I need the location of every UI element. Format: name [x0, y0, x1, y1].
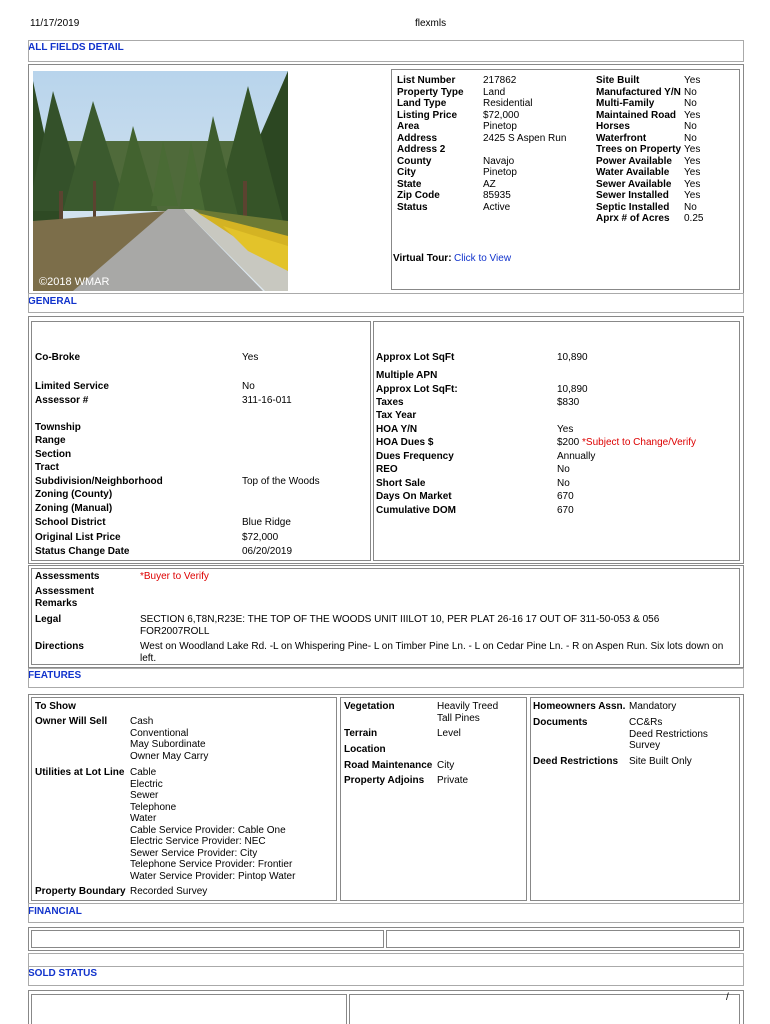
listing-labels [397, 75, 464, 213]
financial-spacer-box [28, 953, 744, 967]
section-header-features: FEATURES [28, 670, 82, 681]
road-photo-image [33, 71, 288, 291]
road-maintenance-label: Road Maintenance [344, 760, 433, 771]
site-value-septic: No [684, 201, 697, 213]
listing-label-area: Area [397, 121, 420, 132]
print-header [30, 18, 740, 32]
utility-value: Electric [130, 778, 163, 790]
days-on-market-label: Days On Market [376, 491, 452, 502]
document-value: CC&Rs [629, 717, 663, 728]
listing-value-state: AZ [483, 178, 496, 190]
multiple-apn-label: Multiple APN [376, 370, 438, 381]
property-adjoins-value: Private [437, 775, 469, 786]
subdivision-label: Subdivision/Neighborhood [35, 476, 163, 487]
site-value-trees: Yes [684, 144, 701, 155]
site-label-water: Water Available [596, 167, 670, 178]
lot-sqft2-label: Approx Lot SqFt: [376, 384, 458, 395]
legal-value-line2: FOR2007ROLL [140, 626, 210, 637]
deed-restrictions-label: Deed Restrictions [533, 756, 619, 767]
road-maintenance-value: City [437, 760, 455, 771]
short-sale-label: Short Sale [376, 478, 426, 489]
hoa-dues-amount: $200 [557, 437, 580, 448]
listing-value-property-type: Land [483, 86, 506, 98]
assessor-label: Assessor # [35, 395, 89, 406]
documents-values [629, 717, 708, 752]
co-broke-value: Yes [242, 352, 259, 363]
site-value-multi-family: No [684, 98, 697, 109]
listing-value-city: Pinetop [483, 167, 517, 178]
listing-label-state: State [397, 178, 422, 190]
print-site-name: flexmls [415, 18, 447, 29]
site-value-horses: No [684, 121, 697, 132]
co-broke-label: Co-Broke [35, 352, 81, 363]
site-info-labels [596, 75, 681, 225]
listing-label-county: County [397, 155, 432, 167]
days-on-market-value: 670 [557, 491, 574, 502]
listing-value-status: Active [483, 201, 511, 213]
dues-frequency-label: Dues Frequency [376, 451, 454, 462]
vegetation-value: Tall Pines [437, 712, 480, 724]
zoning-manual-label: Zoning (Manual) [35, 503, 113, 514]
assessments-value: *Buyer to Verify [140, 571, 209, 582]
site-value-sewer-available: Yes [684, 178, 701, 190]
sold-status-left-box [31, 994, 347, 1024]
photo-watermark: ©2018 WMAR [39, 276, 110, 288]
listing-label-listing-price: Listing Price [397, 109, 458, 121]
owner-will-sell-label: Owner Will Sell [35, 716, 108, 727]
section-header-all-fields: ALL FIELDS DETAIL [28, 42, 124, 53]
print-date: 11/17/2019 [30, 18, 80, 29]
listing-value-zip: 85935 [483, 190, 511, 201]
section-header-sold-status: SOLD STATUS [28, 968, 98, 979]
directions-value-line1: West on Woodland Lake Rd. -L on Whispering Pine- L on Timber Pine Ln. - L on Cedar Pine Ln. - R on Aspen Run. Six lots down on [140, 641, 724, 652]
cumulative-dom-label: Cumulative DOM [376, 505, 457, 516]
site-value-power: Yes [684, 155, 701, 167]
site-label-sewer-installed: Sewer Installed [596, 190, 669, 201]
owner-will-sell-value: Owner May Carry [130, 750, 209, 762]
section-header-financial: FINANCIAL [28, 906, 82, 917]
site-label-septic: Septic Installed [596, 201, 670, 213]
property-adjoins-label: Property Adjoins [344, 775, 425, 786]
assessments-label: Assessments [35, 571, 100, 582]
virtual-tour-link[interactable]: Click to View [454, 253, 512, 264]
sold-status-header-box [28, 966, 744, 986]
terrain-value: Level [437, 728, 461, 739]
site-label-waterfront: Waterfront [596, 132, 647, 144]
taxes-label: Taxes [376, 397, 404, 408]
site-label-manufactured: Manufactured Y/N [596, 86, 681, 98]
status-change-date-label: Status Change Date [35, 546, 130, 557]
listing-label-city: City [397, 167, 416, 178]
document-value: Survey [629, 740, 661, 751]
general-header-box [28, 293, 744, 313]
site-label-power: Power Available [596, 155, 672, 167]
dues-frequency-value: Annually [557, 451, 596, 462]
utility-value: Sewer Service Provider: City [130, 847, 258, 859]
hoa-value: Yes [557, 424, 574, 435]
listing-label-address-2: Address 2 [397, 144, 446, 155]
vegetation-value: Heavily Treed [437, 701, 499, 712]
limited-service-value: No [242, 381, 255, 392]
site-label-trees: Trees on Property [596, 144, 682, 155]
vegetation-values [437, 701, 498, 724]
cumulative-dom-value: 670 [557, 505, 574, 516]
property-boundary-value: Recorded Survey [130, 886, 208, 897]
township-label: Township [35, 422, 81, 433]
financial-right-box [386, 930, 740, 948]
tract-label: Tract [35, 462, 59, 473]
assessment-remarks-label-line1: Assessment [35, 586, 94, 597]
section-label: Section [35, 449, 72, 460]
site-value-manufactured: No [684, 86, 697, 98]
assessor-value: 311-16-011 [242, 395, 292, 406]
site-value-sewer-installed: Yes [684, 190, 701, 201]
site-value-waterfront: No [684, 132, 697, 144]
utility-value: Cable Service Provider: Cable One [130, 824, 286, 836]
short-sale-value: No [557, 478, 570, 489]
zoning-county-label: Zoning (County) [35, 489, 113, 500]
terrain-label: Terrain [344, 728, 378, 739]
listing-label-list-number: List Number [397, 75, 456, 86]
lot-sqft-label: Approx Lot SqFt [376, 352, 455, 363]
hoa-dues-value [557, 437, 696, 448]
subdivision-value: Top of the Woods [242, 476, 320, 487]
location-label: Location [344, 744, 386, 755]
financial-left-box [31, 930, 384, 948]
school-district-value: Blue Ridge [242, 517, 291, 528]
property-boundary-label: Property Boundary [35, 886, 126, 897]
site-label-maintained-road: Maintained Road [596, 109, 677, 121]
listing-label-address: Address [397, 132, 438, 144]
legal-value-line1: SECTION 6,T8N,R23E: THE TOP OF THE WOODS UNIT IIILOT 10, PER PLAT 26-16 17 OUT OF 311-50-053 & 056 [140, 614, 660, 625]
status-change-date-value: 06/20/2019 [242, 546, 293, 557]
utility-value: Water [130, 813, 157, 824]
original-list-price-label: Original List Price [35, 532, 121, 543]
vegetation-label: Vegetation [344, 701, 395, 712]
documents-label: Documents [533, 717, 588, 728]
listing-value-area: Pinetop [483, 121, 517, 132]
site-value-maintained-road: Yes [684, 109, 701, 121]
listing-values [483, 75, 566, 213]
utilities-label: Utilities at Lot Line [35, 767, 125, 778]
reo-label: REO [376, 464, 398, 475]
listing-label-land-type: Land Type [397, 98, 447, 109]
taxes-value: $830 [557, 397, 580, 408]
listing-value-land-type: Residential [483, 98, 533, 109]
legal-label: Legal [35, 614, 62, 625]
tax-year-label: Tax Year [376, 410, 417, 421]
site-label-site-built: Site Built [596, 75, 640, 86]
school-district-label: School District [35, 517, 106, 528]
utility-value: Electric Service Provider: NEC [130, 836, 266, 847]
listing-label-zip: Zip Code [397, 190, 440, 201]
owner-will-sell-value: Conventional [130, 727, 189, 739]
hoa-label: HOA Y/N [376, 424, 418, 435]
directions-value-line2: left. [140, 653, 157, 664]
listing-value-address-2 [483, 144, 566, 156]
assessment-remarks-label-line2: Remarks [35, 598, 78, 609]
utilities-values [130, 767, 295, 882]
site-value-acres: 0.25 [684, 213, 704, 224]
listing-label-status: Status [397, 201, 428, 213]
owner-will-sell-value: Cash [130, 716, 154, 727]
lot-sqft-value: 10,890 [557, 352, 588, 363]
site-value-water: Yes [684, 167, 701, 178]
directions-label: Directions [35, 641, 84, 652]
virtual-tour-label: Virtual Tour: [393, 253, 452, 264]
features-header-box [28, 668, 744, 688]
hoa-dues-label: HOA Dues $ [376, 437, 434, 448]
listing-value-list-number: 217862 [483, 75, 517, 86]
limited-service-label: Limited Service [35, 381, 109, 392]
listing-value-listing-price: $72,000 [483, 109, 520, 121]
utility-value: Telephone [130, 801, 177, 813]
sold-status-right-box [349, 994, 740, 1024]
reo-value: No [557, 464, 570, 475]
deed-restrictions-value: Site Built Only [629, 756, 692, 767]
site-info-values [684, 75, 703, 225]
listing-value-address: 2425 S Aspen Run [483, 132, 567, 144]
lot-sqft2-value: 10,890 [557, 384, 588, 395]
all-fields-header-box [28, 40, 744, 62]
hoa-dues-note: *Subject to Change/Verify [582, 437, 696, 448]
listing-value-county: Navajo [483, 155, 515, 167]
utility-value: Telephone Service Provider: Frontier [130, 859, 293, 870]
site-value-site-built: Yes [684, 75, 701, 86]
range-label: Range [35, 435, 66, 446]
homeowners-assn-label: Homeowners Assn. [533, 701, 626, 712]
page-number: / [726, 992, 729, 1003]
owner-will-sell-value: May Subordinate [130, 739, 206, 750]
utility-value: Cable [130, 767, 157, 778]
property-photo[interactable] [33, 71, 288, 291]
section-header-general: GENERAL [28, 296, 77, 307]
site-label-sewer-available: Sewer Available [596, 178, 672, 190]
document-value: Deed Restrictions [629, 728, 708, 740]
utility-value: Sewer [130, 790, 159, 801]
site-label-multi-family: Multi-Family [596, 98, 655, 109]
original-list-price-value: $72,000 [242, 532, 279, 543]
listing-label-property-type: Property Type [397, 86, 464, 98]
site-label-horses: Horses [596, 121, 630, 132]
to-show-label: To Show [35, 701, 76, 712]
site-label-acres: Aprx # of Acres [596, 213, 670, 224]
homeowners-assn-value: Mandatory [629, 701, 677, 712]
financial-header-box [28, 903, 744, 923]
utility-value: Water Service Provider: Pintop Water [130, 870, 296, 882]
owner-will-sell-values [130, 716, 208, 762]
